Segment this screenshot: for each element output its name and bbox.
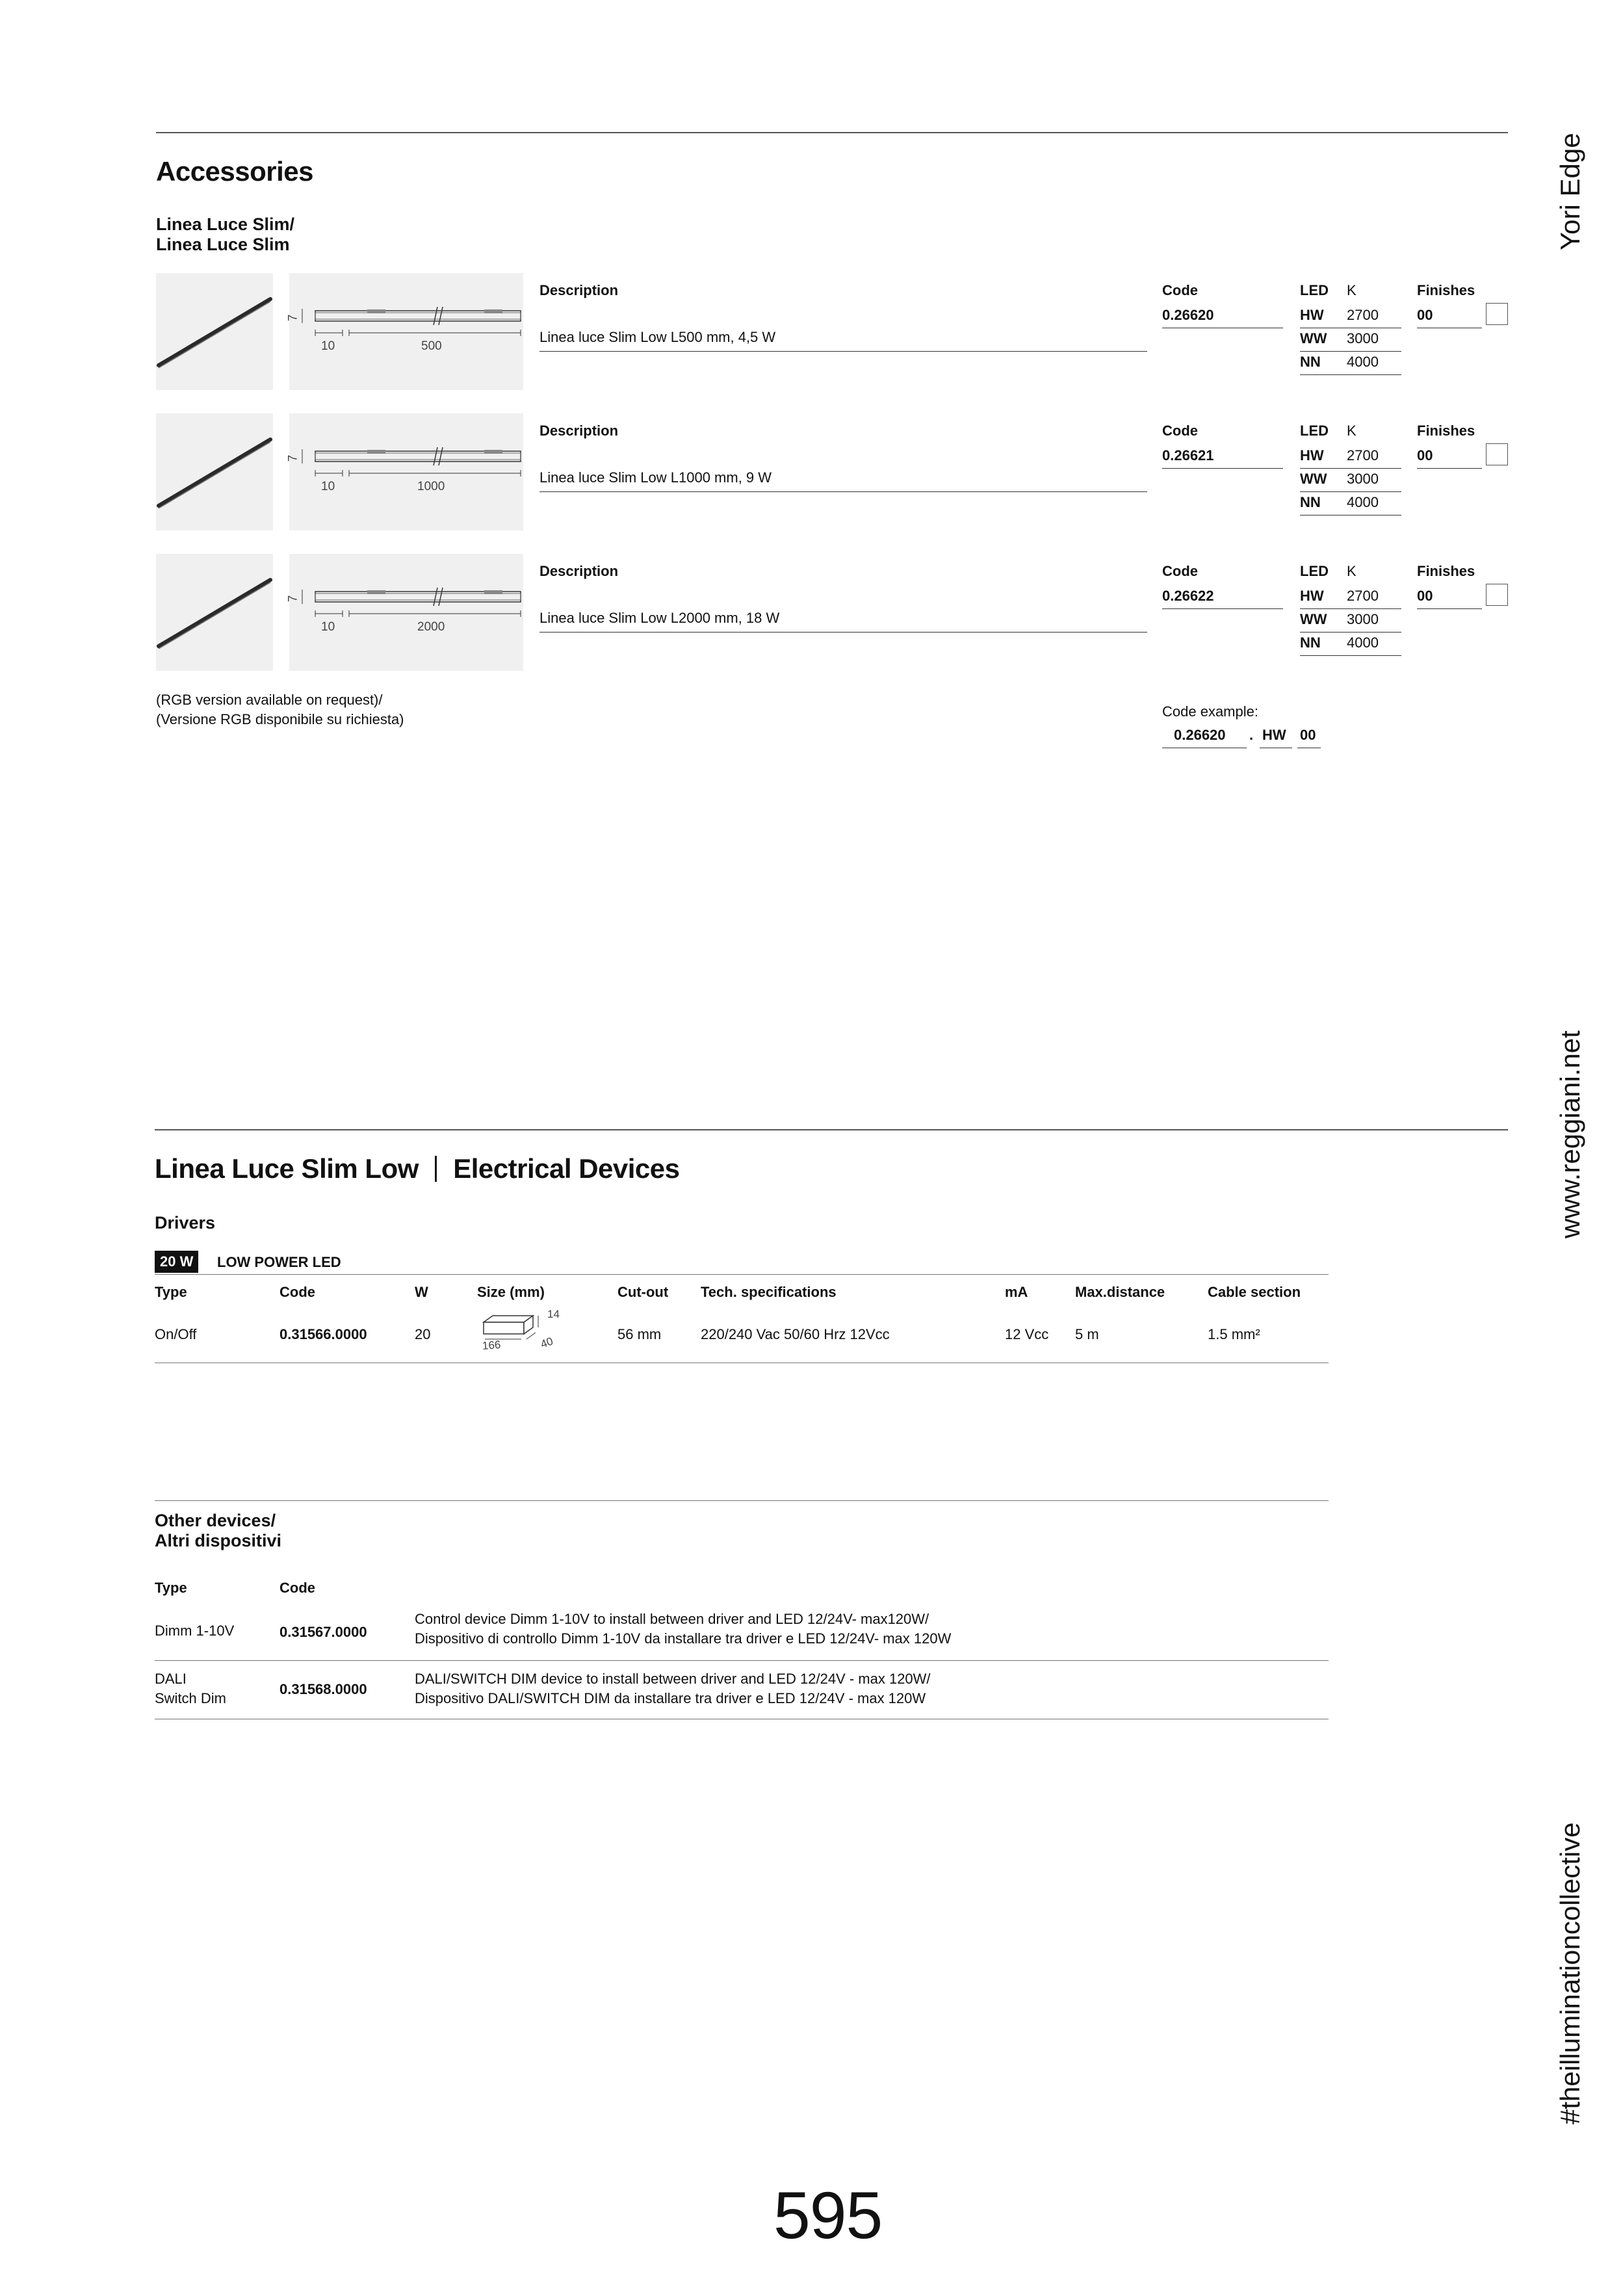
led-hw: HW [1300, 307, 1324, 323]
k-2700: 2700 [1347, 588, 1379, 604]
finish-code: 00 [1417, 447, 1433, 463]
table-rule [155, 1660, 1329, 1661]
col-finishes: Finishes [1417, 423, 1475, 439]
power-tag-label: LOW POWER LED [217, 1254, 341, 1270]
linear-light-image [156, 554, 273, 671]
th-size: Size (mm) [477, 1284, 545, 1300]
side-brand: Yori Edge [1555, 133, 1585, 250]
col-finishes: Finishes [1417, 563, 1475, 579]
dim-length: 1000 [417, 480, 445, 493]
item-code: 0.26620 [1162, 307, 1214, 323]
finish-swatch[interactable] [1486, 303, 1508, 325]
led-underline [1300, 351, 1401, 352]
k-4000: 4000 [1347, 634, 1379, 651]
led-underline [1300, 632, 1401, 633]
other-title-line1: Other devices/ [155, 1511, 276, 1530]
driver-size-w: 40 [539, 1335, 555, 1351]
code-example-label: Code example: [1162, 703, 1258, 720]
led-hw: HW [1300, 447, 1324, 463]
title-separator [435, 1156, 437, 1182]
th-type: Type [155, 1284, 187, 1300]
finish-underline [1417, 608, 1482, 609]
driver-size-h: 14 [547, 1308, 560, 1320]
dim-width: 10 [321, 480, 335, 493]
product-photo [156, 273, 273, 390]
od-code: 0.31567.0000 [279, 1624, 367, 1640]
led-nn: NN [1300, 354, 1321, 370]
col-k: K [1347, 282, 1357, 298]
dim-width: 10 [321, 620, 335, 634]
linear-light-image [156, 273, 273, 390]
dim-height: 7 [286, 314, 300, 322]
k-2700: 2700 [1347, 307, 1379, 323]
dim-length: 500 [421, 339, 442, 353]
dim-width: 10 [321, 339, 335, 353]
led-hw: HW [1300, 588, 1324, 604]
led-ww: WW [1300, 330, 1327, 346]
od-type-line2: Switch Dim [155, 1690, 227, 1706]
other-title-line2: Altri dispositivi [155, 1531, 282, 1550]
code-example-led: HW [1262, 727, 1286, 743]
col-finishes: Finishes [1417, 282, 1475, 298]
k-3000: 3000 [1347, 471, 1379, 487]
section-divider [155, 1500, 1329, 1501]
led-underline [1300, 491, 1401, 492]
electrical-title-left: Linea Luce Slim Low [155, 1153, 419, 1184]
led-nn: NN [1300, 494, 1321, 510]
profile-drawing-icon [289, 273, 523, 390]
side-hashtag: #theilluminationcollective [1555, 1822, 1585, 2124]
finish-code: 00 [1417, 307, 1433, 323]
item-code: 0.26621 [1162, 447, 1214, 463]
subtitle-line2: Linea Luce Slim [156, 235, 290, 254]
accessories-subtitle [156, 215, 294, 255]
col-description: Description [539, 423, 619, 439]
linear-light-image [156, 413, 273, 530]
finish-underline [1417, 468, 1482, 469]
col-led: LED [1300, 423, 1329, 439]
led-nn: NN [1300, 634, 1321, 651]
od-th-code: Code [279, 1580, 315, 1596]
k-2700: 2700 [1347, 447, 1379, 463]
col-description: Description [539, 282, 619, 298]
code-underline [1162, 468, 1283, 469]
driver-size-l: 166 [482, 1338, 501, 1352]
driver-cutout: 56 mm [617, 1326, 662, 1342]
dim-height: 7 [286, 454, 300, 462]
od-desc-line1: Control device Dimm 1-10V to install between driver and LED 12/24V- max120W/ [415, 1611, 929, 1627]
code-example-sep: . [1249, 727, 1254, 743]
col-description: Description [539, 563, 619, 579]
driver-code: 0.31566.0000 [279, 1326, 367, 1342]
product-photo [156, 413, 273, 530]
th-cable: Cable section [1208, 1284, 1301, 1300]
col-code: Code [1162, 423, 1198, 439]
item-description: Linea luce Slim Low L500 mm, 4,5 W [539, 329, 776, 345]
electrical-title [155, 1153, 680, 1184]
col-k: K [1347, 423, 1357, 439]
dimension-drawing [289, 273, 523, 390]
accessories-title: Accessories [156, 156, 314, 187]
th-cutout: Cut-out [617, 1284, 669, 1300]
dimension-drawing [289, 413, 523, 530]
driver-cable: 1.5 mm² [1208, 1326, 1260, 1342]
k-4000: 4000 [1347, 354, 1379, 370]
rgb-note-line2: (Versione RGB disponibile su richiesta) [156, 711, 404, 727]
od-code: 0.31568.0000 [279, 1681, 367, 1697]
led-underline [1300, 374, 1401, 375]
rgb-note [156, 690, 404, 729]
th-w: W [415, 1284, 428, 1300]
item-description: Linea luce Slim Low L2000 mm, 18 W [539, 610, 780, 626]
od-desc-line2: Dispositivo DALI/SWITCH DIM da installare tra driver e LED 12/24V - max 120W [415, 1690, 926, 1706]
driver-type: On/Off [155, 1326, 197, 1342]
page-number: 595 [773, 2178, 883, 2252]
desc-underline [539, 632, 1147, 633]
led-underline [1300, 468, 1401, 469]
od-th-type: Type [155, 1580, 187, 1596]
k-3000: 3000 [1347, 330, 1379, 346]
k-4000: 4000 [1347, 494, 1379, 510]
col-k: K [1347, 563, 1357, 579]
dimension-drawing [289, 554, 523, 671]
dim-height: 7 [286, 595, 300, 603]
code-example-finish: 00 [1300, 727, 1316, 743]
item-code: 0.26622 [1162, 588, 1214, 604]
electrical-title-right: Electrical Devices [453, 1153, 680, 1184]
profile-drawing-icon [289, 554, 523, 671]
item-description: Linea luce Slim Low L1000 mm, 9 W [539, 469, 772, 486]
finish-swatch[interactable] [1486, 584, 1508, 606]
col-code: Code [1162, 563, 1198, 579]
led-underline [1300, 655, 1401, 656]
code-example-code: 0.26620 [1174, 727, 1226, 743]
subtitle-line1: Linea Luce Slim/ [156, 215, 295, 234]
k-3000: 3000 [1347, 611, 1379, 627]
driver-maxdist: 5 m [1075, 1326, 1099, 1342]
driver-ma: 12 Vcc [1005, 1326, 1049, 1342]
dim-length: 2000 [417, 620, 445, 634]
th-ma: mA [1005, 1284, 1028, 1300]
od-desc-line1: DALI/SWITCH DIM device to install between driver and LED 12/24V - max 120W/ [415, 1671, 931, 1687]
th-tech: Tech. specifications [701, 1284, 837, 1300]
rgb-note-line1: (RGB version available on request)/ [156, 692, 383, 708]
profile-drawing-icon [289, 413, 523, 530]
desc-underline [539, 491, 1147, 492]
code-underline [1162, 608, 1283, 609]
finish-code: 00 [1417, 588, 1433, 604]
led-underline [1300, 608, 1401, 609]
driver-w: 20 [415, 1326, 431, 1342]
driver-tech: 220/240 Vac 50/60 Hrz 12Vcc [701, 1326, 890, 1342]
col-led: LED [1300, 282, 1329, 298]
led-ww: WW [1300, 471, 1327, 487]
product-photo [156, 554, 273, 671]
col-led: LED [1300, 563, 1329, 579]
th-code: Code [279, 1284, 315, 1300]
side-website[interactable]: www.reggiani.net [1555, 1030, 1585, 1238]
led-ww: WW [1300, 611, 1327, 627]
other-devices-title [155, 1511, 281, 1551]
od-desc-line2: Dispositivo di controllo Dimm 1-10V da installare tra driver e LED 12/24V- max 120W [415, 1630, 952, 1647]
col-code: Code [1162, 282, 1198, 298]
section-divider [155, 1129, 1508, 1130]
od-type: DALI [155, 1671, 187, 1687]
desc-underline [539, 351, 1147, 352]
table-rule [155, 1274, 1329, 1275]
top-divider [156, 132, 1508, 133]
drivers-title: Drivers [155, 1213, 216, 1233]
od-type: Dimm 1-10V [155, 1623, 235, 1639]
th-maxdist: Max.distance [1075, 1284, 1165, 1300]
power-tag: 20 W [155, 1251, 198, 1273]
finish-swatch[interactable] [1486, 443, 1508, 465]
